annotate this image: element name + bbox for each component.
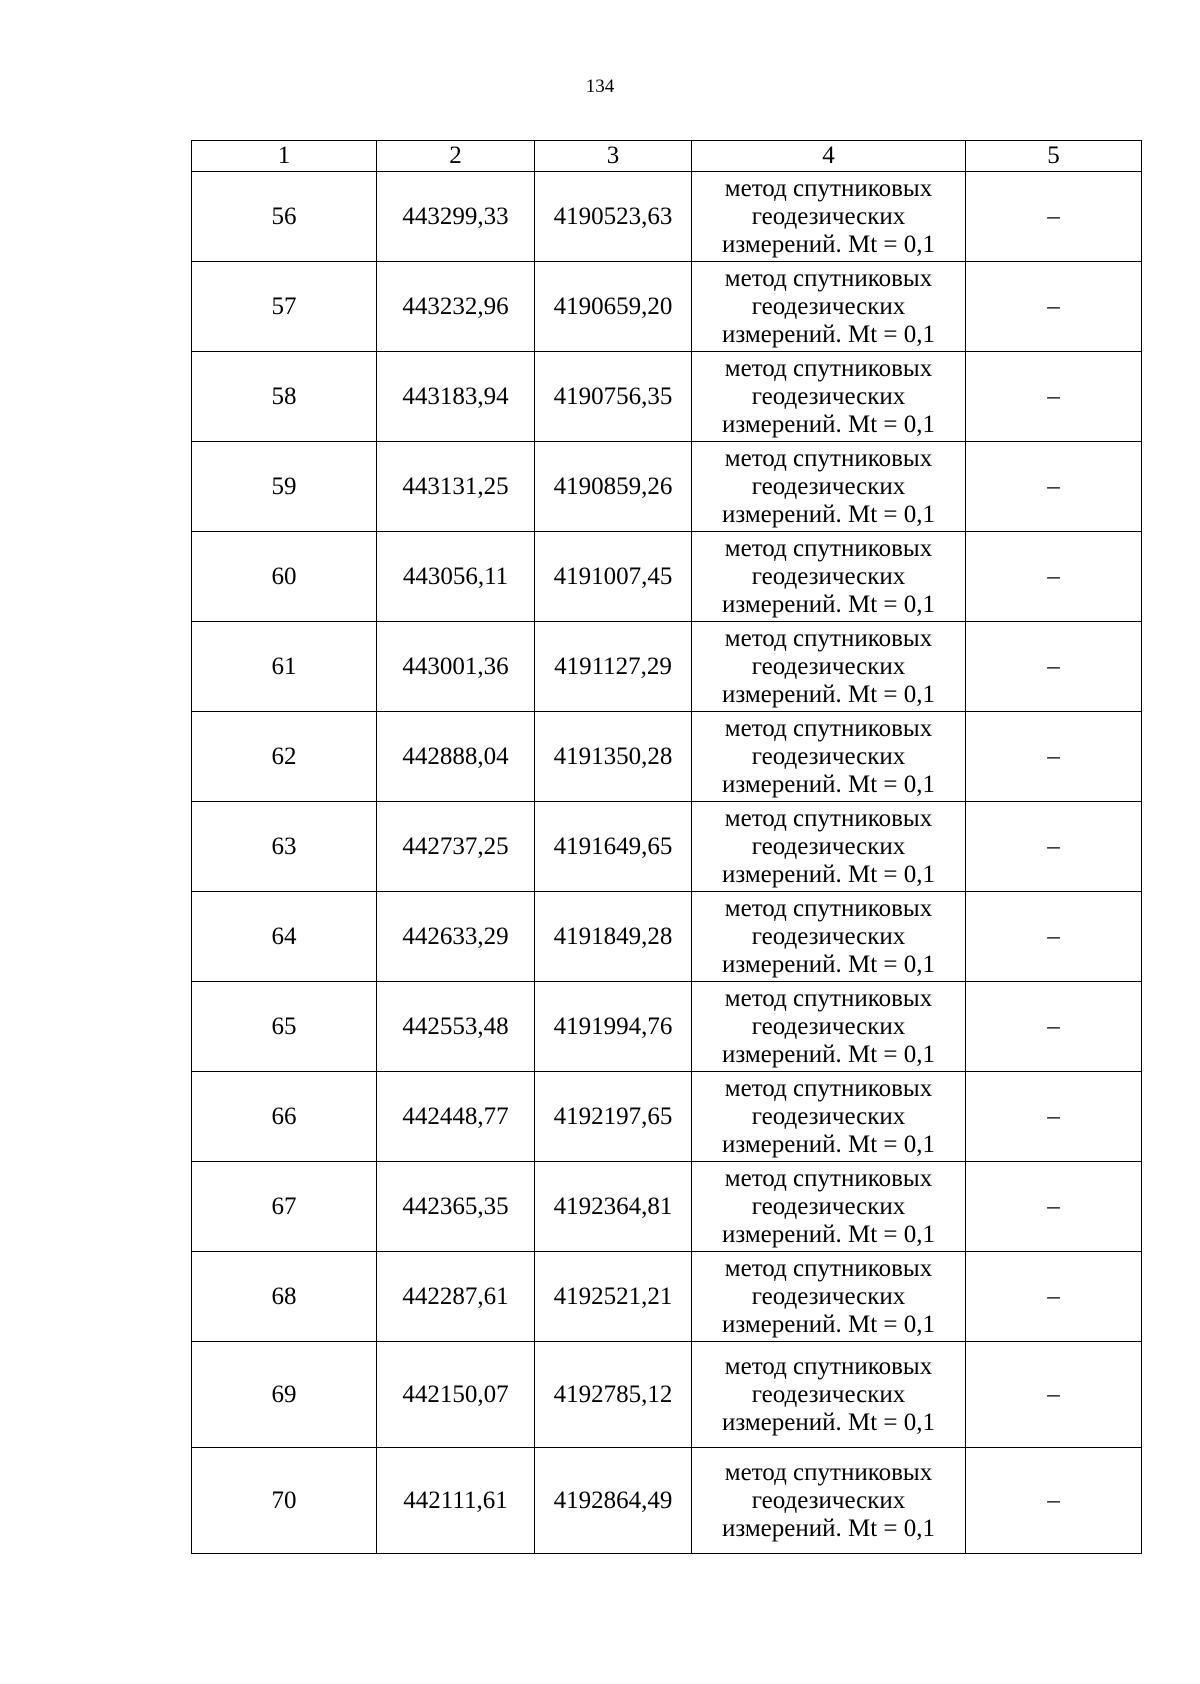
point-number-cell: 58	[192, 352, 377, 442]
method-line: геодезических	[751, 382, 906, 410]
table-row	[192, 802, 1142, 892]
column-header: 4	[692, 141, 966, 172]
method-line: геодезических	[751, 562, 906, 590]
column-header: 5	[966, 141, 1142, 172]
method-line: метод спутниковых	[724, 1074, 933, 1102]
y-coordinate-cell: 4192785,12	[535, 1342, 692, 1448]
column-header: 1	[192, 141, 377, 172]
method-line: геодезических	[751, 1192, 906, 1220]
method-cell	[692, 1072, 966, 1162]
coordinates-table	[191, 140, 1142, 1554]
column-header: 2	[377, 141, 535, 172]
method-line: геодезических	[751, 832, 906, 860]
method-cell	[692, 172, 966, 262]
method-cell	[692, 352, 966, 442]
method-cell	[692, 262, 966, 352]
method-line: геодезических	[751, 652, 906, 680]
method-line: метод спутниковых	[724, 1164, 933, 1192]
method-line: геодезических	[751, 742, 906, 770]
method-line: измерений. Mt = 0,1	[721, 770, 936, 798]
method-line: геодезических	[751, 922, 906, 950]
y-coordinate-cell: 4192864,49	[535, 1448, 692, 1554]
note-cell: –	[966, 352, 1142, 442]
method-line: геодезических	[751, 1282, 906, 1310]
table-row	[192, 982, 1142, 1072]
x-coordinate-cell: 443131,25	[377, 442, 535, 532]
method-cell	[692, 892, 966, 982]
point-number-cell: 61	[192, 622, 377, 712]
y-coordinate-cell: 4191350,28	[535, 712, 692, 802]
point-number-cell: 70	[192, 1448, 377, 1554]
method-line: измерений. Mt = 0,1	[721, 410, 936, 438]
point-number-cell: 56	[192, 172, 377, 262]
y-coordinate-cell: 4192364,81	[535, 1162, 692, 1252]
y-coordinate-cell: 4192521,21	[535, 1252, 692, 1342]
table-row	[192, 622, 1142, 712]
point-number-cell: 63	[192, 802, 377, 892]
table-row	[192, 1162, 1142, 1252]
y-coordinate-cell: 4191849,28	[535, 892, 692, 982]
method-line: метод спутниковых	[724, 264, 933, 292]
point-number-cell: 60	[192, 532, 377, 622]
note-cell: –	[966, 1252, 1142, 1342]
note-cell: –	[966, 802, 1142, 892]
note-cell: –	[966, 1162, 1142, 1252]
note-cell: –	[966, 712, 1142, 802]
note-cell: –	[966, 532, 1142, 622]
method-cell	[692, 442, 966, 532]
y-coordinate-cell: 4190659,20	[535, 262, 692, 352]
table-row	[192, 172, 1142, 262]
method-cell	[692, 1252, 966, 1342]
point-number-cell: 64	[192, 892, 377, 982]
table-row	[192, 532, 1142, 622]
method-cell	[692, 1342, 966, 1448]
table-row	[192, 262, 1142, 352]
table-row	[192, 352, 1142, 442]
method-line: метод спутниковых	[724, 804, 933, 832]
x-coordinate-cell: 442888,04	[377, 712, 535, 802]
method-line: измерений. Mt = 0,1	[721, 950, 936, 978]
note-cell: –	[966, 892, 1142, 982]
method-line: геодезических	[751, 1102, 906, 1130]
method-cell	[692, 712, 966, 802]
method-line: геодезических	[751, 202, 906, 230]
x-coordinate-cell: 442633,29	[377, 892, 535, 982]
x-coordinate-cell: 443232,96	[377, 262, 535, 352]
method-line: геодезических	[751, 1486, 906, 1514]
point-number-cell: 57	[192, 262, 377, 352]
note-cell: –	[966, 1072, 1142, 1162]
method-line: метод спутниковых	[724, 534, 933, 562]
y-coordinate-cell: 4190523,63	[535, 172, 692, 262]
point-number-cell: 59	[192, 442, 377, 532]
method-line: измерений. Mt = 0,1	[721, 500, 936, 528]
table-body	[192, 141, 1142, 1554]
point-number-cell: 69	[192, 1342, 377, 1448]
x-coordinate-cell: 442448,77	[377, 1072, 535, 1162]
table-row	[192, 712, 1142, 802]
method-line: измерений. Mt = 0,1	[721, 1220, 936, 1248]
note-cell: –	[966, 1342, 1142, 1448]
method-line: метод спутниковых	[724, 174, 933, 202]
note-cell: –	[966, 622, 1142, 712]
method-line: метод спутниковых	[724, 984, 933, 1012]
method-line: измерений. Mt = 0,1	[721, 860, 936, 888]
y-coordinate-cell: 4190756,35	[535, 352, 692, 442]
table-row	[192, 1252, 1142, 1342]
method-line: метод спутниковых	[724, 894, 933, 922]
note-cell: –	[966, 982, 1142, 1072]
x-coordinate-cell: 442365,35	[377, 1162, 535, 1252]
method-line: измерений. Mt = 0,1	[721, 1514, 936, 1542]
x-coordinate-cell: 443001,36	[377, 622, 535, 712]
method-line: метод спутниковых	[724, 444, 933, 472]
method-line: измерений. Mt = 0,1	[721, 590, 936, 618]
method-cell	[692, 1448, 966, 1554]
x-coordinate-cell: 442150,07	[377, 1342, 535, 1448]
method-line: метод спутниковых	[724, 1458, 933, 1486]
method-line: метод спутниковых	[724, 624, 933, 652]
point-number-cell: 68	[192, 1252, 377, 1342]
method-cell	[692, 802, 966, 892]
method-cell	[692, 982, 966, 1072]
x-coordinate-cell: 442287,61	[377, 1252, 535, 1342]
y-coordinate-cell: 4192197,65	[535, 1072, 692, 1162]
x-coordinate-cell: 443056,11	[377, 532, 535, 622]
header-row	[192, 141, 1142, 172]
x-coordinate-cell: 442553,48	[377, 982, 535, 1072]
method-line: метод спутниковых	[724, 1254, 933, 1282]
method-cell	[692, 1162, 966, 1252]
point-number-cell: 65	[192, 982, 377, 1072]
x-coordinate-cell: 442111,61	[377, 1448, 535, 1554]
point-number-cell: 66	[192, 1072, 377, 1162]
x-coordinate-cell: 443183,94	[377, 352, 535, 442]
point-number-cell: 67	[192, 1162, 377, 1252]
y-coordinate-cell: 4191994,76	[535, 982, 692, 1072]
table-row	[192, 442, 1142, 532]
x-coordinate-cell: 442737,25	[377, 802, 535, 892]
note-cell: –	[966, 172, 1142, 262]
y-coordinate-cell: 4191007,45	[535, 532, 692, 622]
method-line: измерений. Mt = 0,1	[721, 1408, 936, 1436]
method-line: измерений. Mt = 0,1	[721, 1040, 936, 1068]
method-line: метод спутниковых	[724, 1352, 933, 1380]
note-cell: –	[966, 262, 1142, 352]
y-coordinate-cell: 4191127,29	[535, 622, 692, 712]
method-line: геодезических	[751, 1380, 906, 1408]
method-line: метод спутниковых	[724, 714, 933, 742]
method-cell	[692, 622, 966, 712]
method-line: геодезических	[751, 292, 906, 320]
point-number-cell: 62	[192, 712, 377, 802]
method-line: измерений. Mt = 0,1	[721, 230, 936, 258]
table-row	[192, 1072, 1142, 1162]
method-line: геодезических	[751, 472, 906, 500]
page-number: 134	[585, 76, 615, 97]
method-line: геодезических	[751, 1012, 906, 1040]
table-row	[192, 892, 1142, 982]
x-coordinate-cell: 443299,33	[377, 172, 535, 262]
method-line: метод спутниковых	[724, 354, 933, 382]
method-line: измерений. Mt = 0,1	[721, 680, 936, 708]
y-coordinate-cell: 4191649,65	[535, 802, 692, 892]
table-row	[192, 1342, 1142, 1448]
method-cell	[692, 532, 966, 622]
note-cell: –	[966, 442, 1142, 532]
note-cell: –	[966, 1448, 1142, 1554]
method-line: измерений. Mt = 0,1	[721, 320, 936, 348]
column-header: 3	[535, 141, 692, 172]
method-line: измерений. Mt = 0,1	[721, 1130, 936, 1158]
method-line: измерений. Mt = 0,1	[721, 1310, 936, 1338]
table-row	[192, 1448, 1142, 1554]
y-coordinate-cell: 4190859,26	[535, 442, 692, 532]
